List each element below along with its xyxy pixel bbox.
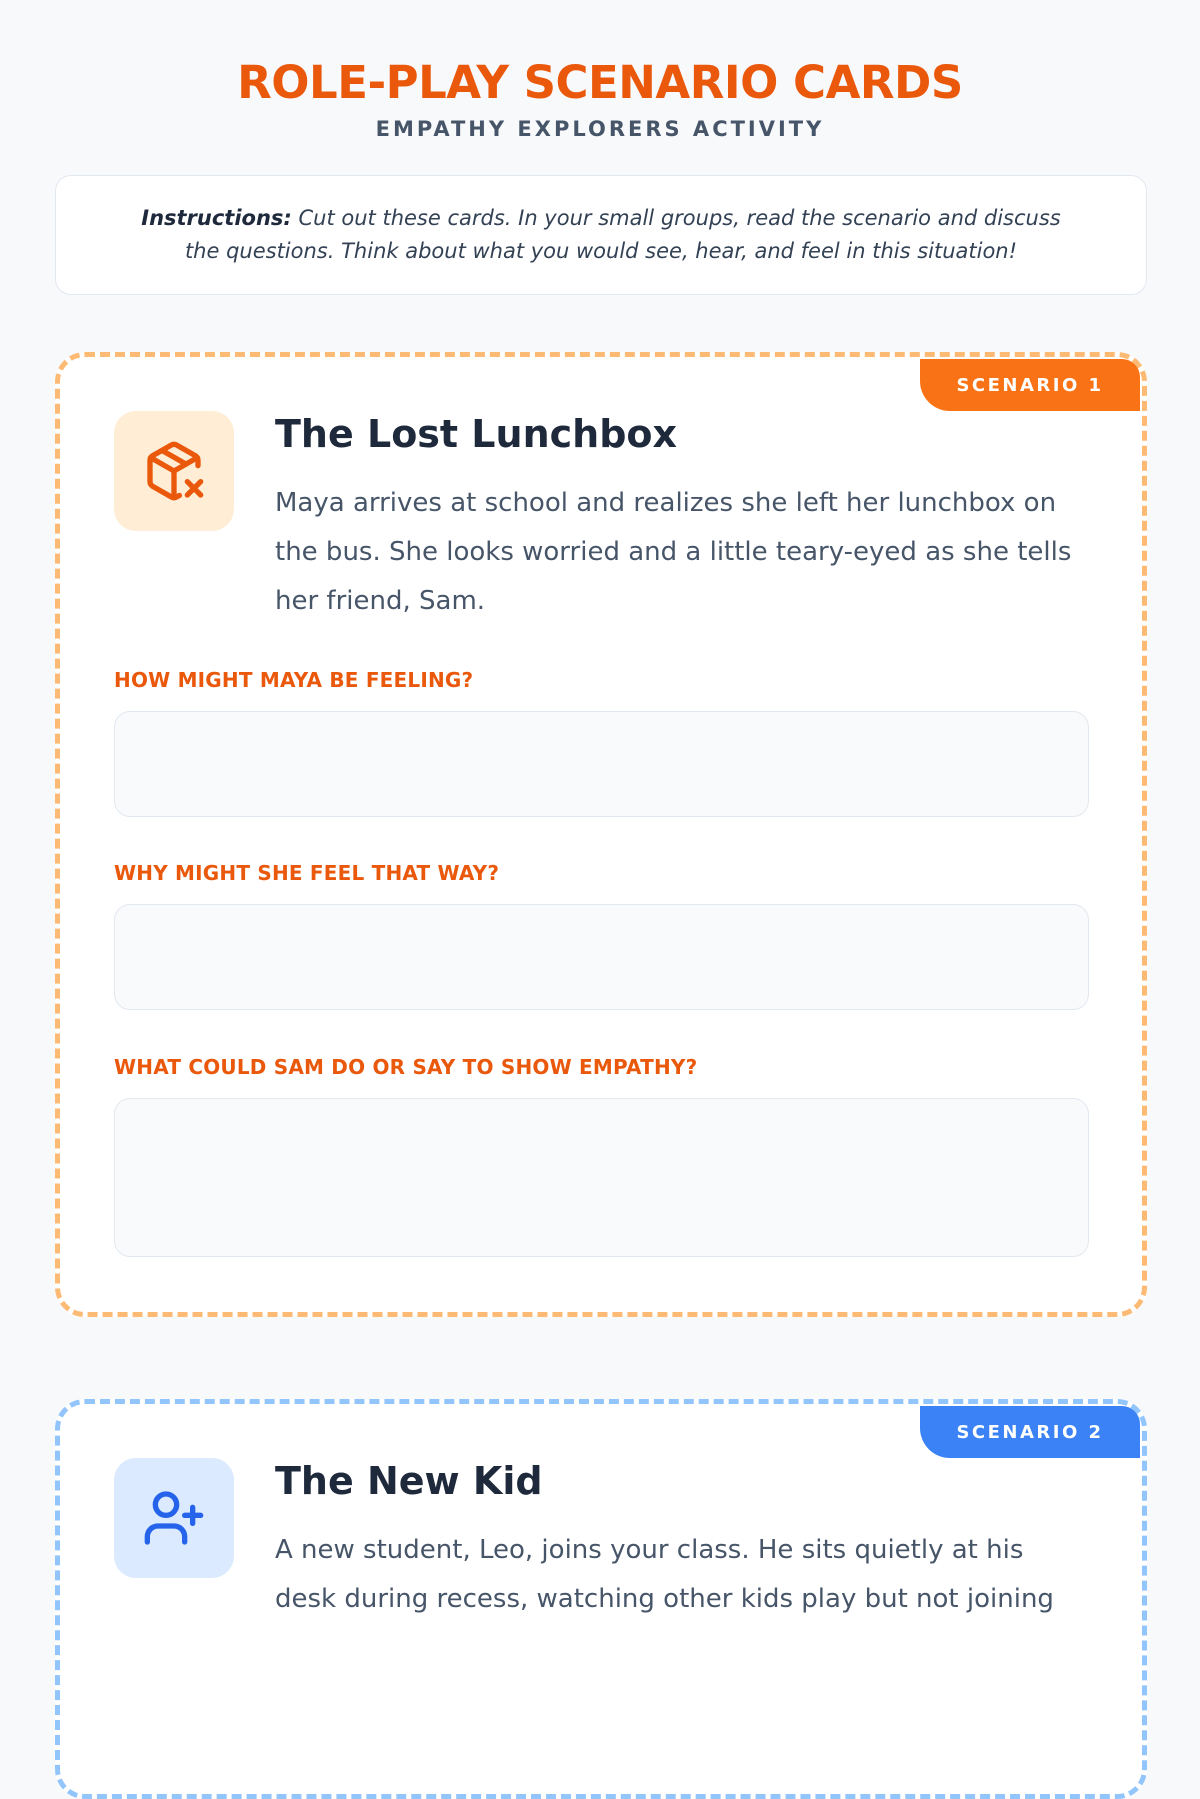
question-label: WHY MIGHT SHE FEEL THAT WAY?: [114, 861, 500, 885]
icon-tile: [114, 1458, 234, 1578]
scenario-badge: SCENARIO 1: [920, 359, 1140, 411]
answer-box[interactable]: [114, 1098, 1089, 1257]
instructions-paragraph: [126, 202, 1076, 268]
card-title: The New Kid: [275, 1459, 543, 1503]
scenario-card-1: [55, 352, 1147, 1317]
card-scenario-text: A new student, Leo, joins your class. He sits quietly at his desk during recess, watching other kids play but not joining: [275, 1535, 1054, 1614]
card-title: The Lost Lunchbox: [275, 412, 678, 456]
instructions-text: Cut out these cards. In your small groups, read the scenario and discuss the questions. Think about what you would see, hear, and feel in this situation!: [184, 206, 1061, 263]
page-subtitle: EMPATHY EXPLORERS ACTIVITY: [375, 117, 825, 141]
icon-tile: [114, 411, 234, 531]
answer-box[interactable]: [114, 711, 1089, 817]
instructions-label: Instructions:: [141, 206, 292, 230]
question-label: HOW MIGHT MAYA BE FEELING?: [114, 668, 474, 692]
question-label: WHAT COULD SAM DO OR SAY TO SHOW EMPATHY?: [114, 1055, 698, 1079]
card-scenario-text: Maya arrives at school and realizes she left her lunchbox on the bus. She looks worried and a little teary-eyed as she tells her friend, Sam.: [275, 488, 1072, 616]
package-x-icon: [142, 439, 206, 503]
answer-box[interactable]: [114, 904, 1089, 1010]
scenario-card-2: [55, 1399, 1147, 1799]
scenario-badge: SCENARIO 2: [920, 1406, 1140, 1458]
page-title: ROLE-PLAY SCENARIO CARDS: [237, 56, 963, 109]
instructions-box: [55, 175, 1147, 295]
user-plus-icon: [142, 1486, 206, 1550]
